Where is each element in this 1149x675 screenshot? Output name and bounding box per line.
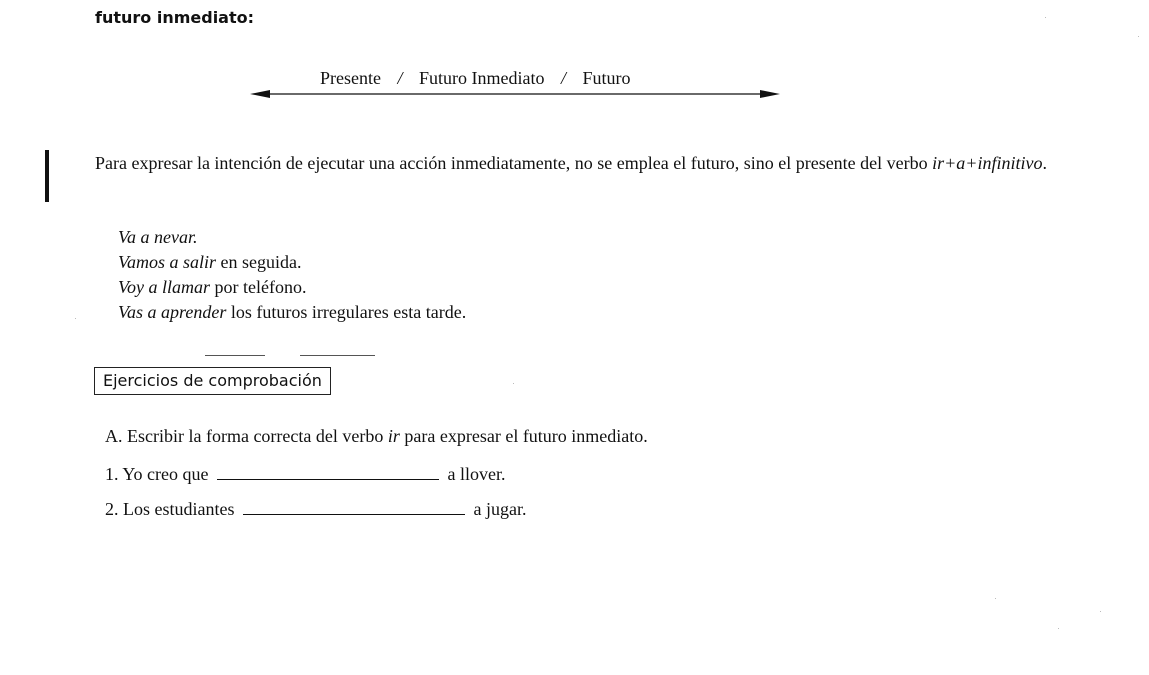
scan-speck: [513, 383, 514, 384]
example-verb-phrase: Vamos a salir: [118, 252, 217, 272]
example-verb-phrase: Va a nevar.: [118, 227, 198, 247]
explanation-paragraph: [95, 151, 1125, 176]
timeline-label-immediate-future: Futuro Inmediato: [419, 68, 545, 88]
instruction-text-end: para expresar el futuro inmediato.: [399, 426, 648, 446]
example-rest: por teléfono.: [210, 277, 307, 297]
example-item: [118, 275, 466, 300]
exercise-instruction: [105, 426, 648, 447]
example-item: [118, 250, 466, 275]
scan-speck: [1100, 611, 1101, 612]
timeline-separator: /: [397, 68, 403, 88]
instruction-verb: ir: [387, 426, 400, 446]
timeline-separator: /: [560, 68, 566, 88]
example-verb-phrase: Vas a aprender: [118, 302, 227, 322]
item-number: 1.: [105, 464, 119, 484]
item-text-before: Los estudiantes: [123, 499, 235, 519]
example-item: [118, 300, 466, 325]
answer-blank[interactable]: [217, 463, 439, 480]
exercise-section-box: Ejercicios de comprobación: [94, 367, 331, 395]
scan-artifact-line: [300, 355, 375, 356]
scan-speck: [1138, 36, 1139, 37]
scan-artifact-line: [205, 355, 265, 356]
paragraph-end: .: [1042, 153, 1047, 173]
double-arrow-icon: [250, 88, 780, 100]
paragraph-text: Para expresar la intención de ejecutar una acción inmediatamente, no se emplea el futuro, sino el presente del verbo: [95, 153, 933, 173]
item-text-after: a llover.: [447, 464, 506, 484]
example-item: [118, 225, 466, 250]
section-heading: futuro inmediato:: [95, 8, 255, 27]
formula-text: ir+a+infinitivo: [932, 153, 1043, 173]
margin-change-bar: [45, 150, 49, 202]
item-text-after: a jugar.: [473, 499, 527, 519]
example-rest: en seguida.: [216, 252, 302, 272]
timeline-label-future: Futuro: [582, 68, 631, 88]
exercise-item-1: [105, 463, 506, 485]
example-list: [118, 225, 466, 325]
scan-speck: [995, 598, 996, 599]
instruction-text: A. Escribir la forma correcta del verbo: [105, 426, 388, 446]
timeline-label-present: Presente: [320, 68, 381, 88]
scan-speck: [1058, 628, 1059, 629]
exercise-item-2: [105, 498, 526, 520]
item-text-before: Yo creo que: [122, 464, 209, 484]
answer-blank[interactable]: [243, 498, 465, 515]
example-verb-phrase: Voy a llamar: [118, 277, 210, 297]
timeline-labels: [320, 68, 631, 89]
scan-speck: [1045, 17, 1046, 18]
timeline-diagram: [250, 66, 780, 106]
item-number: 2.: [105, 499, 119, 519]
scan-speck: [75, 318, 76, 319]
example-rest: los futuros irregulares esta tarde.: [226, 302, 467, 322]
